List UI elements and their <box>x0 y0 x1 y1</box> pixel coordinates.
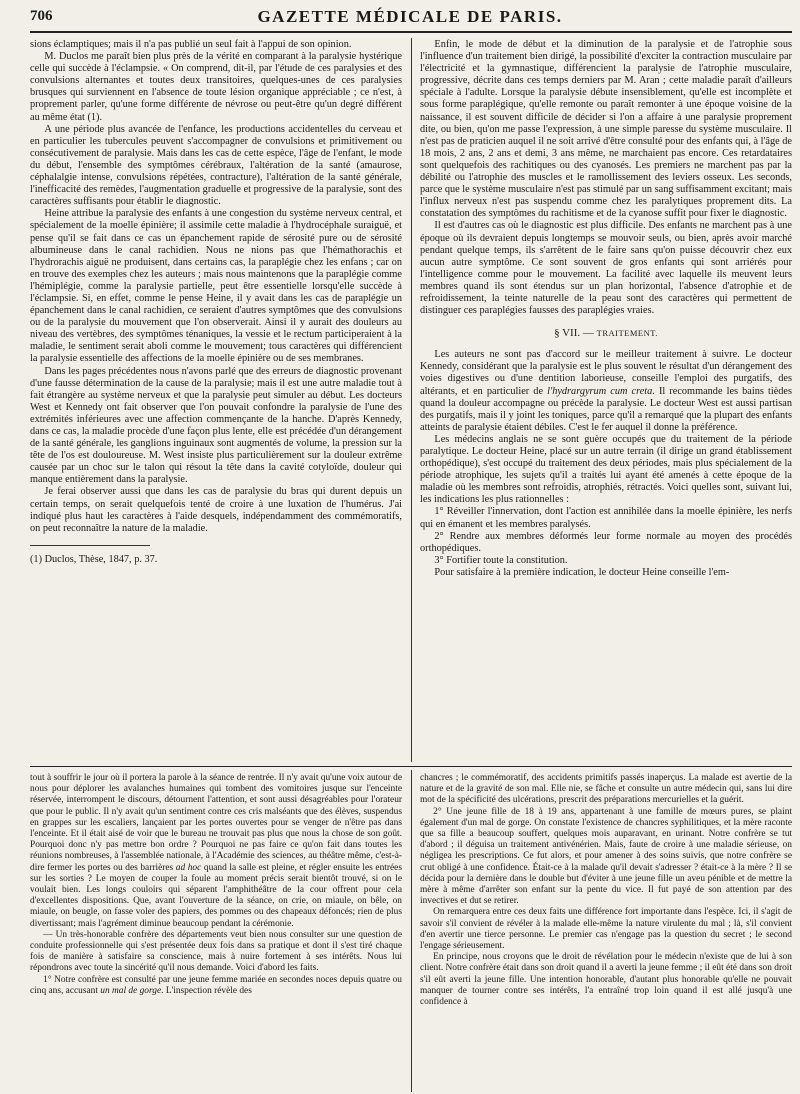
text-run: tout à souffrir le jour où il portera la parole à la séance de rentrée. Il n'y avait qu'une voix autour de nous pour déplorer les avalanches humaines qui tombent des vomitoires jusque sur l'enceinte réservée, interrompent le discours, détournent l'attention, et sont aussi désagréables pour l'orateur que pour le public. Il n'y avait qu'un sentiment contre ces cris malséants que des élèves, suspendus en grappes sur les escaliers, lançaient par les portes ouvertes pour se venger de n'être pas dans l'enceinte. Et il était aisé de voir que le bureau ne trouvait pas plus que nous la chose de son goût. Pourquoi donc n'y pas mettre bon ordre ? Pourquoi ne pas faire ce qu'on fait dans toutes les réunions nombreuses, à l'assemblée nationale, à l'Académie des sciences, au théâtre même, c'est-à-dire fermer les portes ou des barrières <box>30 773 402 873</box>
column-divider-top <box>411 38 412 762</box>
paragraph: A une période plus avancée de l'enfance, les productions accidentelles du cerveau et en particulier les tubercules peuvent s'accompagner de convulsions et primitivement ou consécutivement de paralysie. Mais dans les cas de cette espèce, l'âge de l'enfant, le mode du début, l'ensemble des symptômes cérébraux, l'altération de la santé (amaurose, céphalalgie intense, convulsions répétées, contracture), l'altération de la santé générale, l'inefficacité des remèdes, l'augmentation graduelle et progressive de la paralysie, sont des caractères suffisants pour établir le diagnostic. <box>30 123 402 208</box>
italic-text: l'hydrargyrum cum creta <box>547 385 653 397</box>
italic-text: ad hoc <box>175 862 202 873</box>
paragraph: Il est d'autres cas où le diagnostic est plus difficile. Des enfants ne marchent pas à une époque où ils devraient depuis longtemps se mouvoir seuls, ou bien, après avoir marché pendant quelque temps, ils s'arrêtent de le faire sans qu'on puisse découvrir chez eux aucun autre symptôme. Ce sont souvent de gros enfants qui sont arriérés pour l'intelligence comme pour le mouvement. La facilité avec laquelle ils meuvent leurs membres quand ils sont étendus sur un plan horizontal, l'absence d'atrophie et de refroidissement, la teinte naturelle de la peau sont des caractères qui permettent de distinguer ces paraplégies fausses des paraplégies vraies. <box>420 220 792 317</box>
paragraph: 2° Une jeune fille de 18 à 19 ans, appartenant à une famille de mœurs pures, se plaint également d'un mal de gorge. On constate l'existence de chancres syphilitiques, et la mère raconte que sa fille a beaucoup souffert, quelques mois auparavant, en urinant. Notre confrère se tut d'abord ; il déguisa un traitement antivénérien. Mais, faute de croire à une maladie sérieuse, on négligea les prescriptions. Ce fut alors, et pour amener à des soins suivis, que notre confrère se crut obligé à une confidence. Était-ce à la malade qu'il devait s'adresser ? était-ce à la mère ? Il se décida pour la dernière dans le double but d'éviter à une jeune fille un aveu pénible et de mettre la mère à même d'arrêter son enfant sur la pente du vice. Il fut payé de son attention par des invectives et dut se retirer. <box>420 806 792 907</box>
paragraph: En principe, nous croyons que le droit de révélation pour le médecin n'existe que de lui à son client. Notre confrère était dans son droit quand il a averti la jeune femme ; il eût été dans son droit s'il eût averti la jeune fille. Une intention honorable, d'autant plus honorable qu'elle ne pouvait manquer de tourner contre ses intérêts, l'a entraîné trop loin quand il est allé jusqu'à une confidence à <box>420 952 792 1008</box>
paragraph: Je ferai observer aussi que dans les cas de paralysie du bras qui durent depuis un certain temps, on serait quelquefois tenté de croire à une luxation de l'humérus. J'ai indiqué plus haut les caractères à l'aide desquels, indépendamment des commémoratifs, on peut reconnaître la nature de la maladie. <box>30 486 402 534</box>
feuilleton-rule <box>30 766 792 767</box>
paragraph: Les médecins anglais ne se sont guère occupés que du traitement de la période paralytique. Le docteur Heine, placé sur un autre terrain (il dirige un grand établissement orthopédique), s'est occupé du traitement des deux périodes, mais plus spécialement de la période atrophique, les sujets qu'il a traités lui ayant été amenés à cette époque de la maladie où les membres sont refroidis, atrophiés, rétractés. Voici quelles sont, suivant lui, les indications les plus rationnelles : <box>420 433 792 506</box>
paragraph: chancres ; le commémoratif, des accidents primitifs passés inaperçus. La malade est avertie de la nature et de la gravité de son mal. Elle nie, se fâche et consulte un autre médecin qui, sans lui dire mot de la spécificité des ulcérations, prescrit des préparations mercurielles et la guérit. <box>420 773 792 806</box>
text-run: Les auteurs ne sont pas d'accord sur le meilleur traitement à suivre. Le docteur Kennedy, considérant que la paralysie est le plus souvent le résultat d'un dérangement des voies digestives ou d'une dentition laborieuse, conseille l'emploi des purgatifs, des altérants, et en particulier de <box>420 349 792 397</box>
paragraph: M. Duclos me paraît bien plus près de la vérité en comparant à la paralysie hystérique celle qui succède à l'éclampsie. « On comprend, dit-il, par l'étude de ces paralysies et des convulsions alternantes et toutes deux transitoires, quelques-unes de ces paralysies brusques qui surviennent en l'absence de toute lésion organique appréciable ; ce n'est, à proprement parler, qu'une forme différente de névrose ou peut-être qu'un degré différent au même état (1). <box>30 51 402 123</box>
paragraph: 2° Rendre aux membres déformés leur forme normale au moyen des procédés orthopédiques. <box>420 530 792 554</box>
paragraph: Enfin, le mode de début et la diminution de la paralysie et de l'atrophie sous l'influence d'un traitement bien dirigé, la possibilité d'exciter la contraction musculaire par l'électricité et la gymnastique, différencient la paralysie de l'atrophie musculaire, progressive, décrite dans ces temps derniers par M. Aran ; cette maladie paraît d'ailleurs spéciale à l'adulte. Lorsque la paralysie débute insensiblement, qu'elle est incomplète et sous forme paraplégique, qu'elle remonte ou paraît remonter à une époque voisine de la naissance, il est souvent difficile de décider si l'on a affaire à une paralysie proprement dite, ou bien, qu'on me passe l'expression, à une simple paresse du système musculaire. Il n'est pas de praticien auquel il ne soit arrivé d'être consulté pour des enfants qui, à l'âge de 18 mois, 2 ans, 2 ans et demi, 3 ans même, ne marchaient pas encore. Ces retardataires sont quelquefois des rachitiques ou des cyanosés. Les premiers ne marchent pas par la débilité ou l'atrophie des muscles et le ramollissement des leviers osseux. Les seconds, parce que le système musculaire n'est pas stimulé par un sang suffisamment excitant; mais l'influx nerveux n'est pas suspendu comme chez les paralytiques proprement dits. La constatation des symptômes du rachitisme et de la cyanose suffit pour fixer le diagnostic. <box>420 39 792 220</box>
text-run: quand la salle est pleine, et régler ensuite les entrées sur les sorties ? Le moyen de couper la foule au moment précis serait bientôt trouvé, si on le voulait bien. Les longs couloirs qui séparent l'amphithéâtre de la cour offrent pour cela d'excellentes dispositions. Que, avant l'ouverture de la séance, on crie, on miaule, on bêle, on miaule, on beugle, on fasse voler des papiers, des pommes ou des chapeaux défoncés; rien de plus divertissant; mais l'agrément diminue beaucoup pendant la cérémonie. <box>30 862 402 929</box>
paragraph: Dans les pages précédentes nous n'avons parlé que des erreurs de diagnostic provenant d'une fausse détermination de la cause de la paralysie; mais il est une autre maladie tout à fait étrangère au système nerveux et que la paralysie peut simuler au début. Les docteurs West et Kennedy ont fait observer que l'on pouvait confondre la paralysie de l'une des extrémités inférieures avec une affection commençante de la hanche. D'après Kennedy, dans ce cas, la maladie procède d'une façon plus lente, elle est précédée d'un dérangement de la santé générale, les ganglions inguinaux sont augmentés de volume, la pression sur la tête de l'os est douloureuse. M. West insiste plus particulièrement sur la douleur extrême causée par un choc sur le talon qui résout la tête dans la cavité cotyloïde, douleur qui manque entièrement dans la paralysie. <box>30 365 402 486</box>
section-heading <box>420 327 792 339</box>
journal-title: GAZETTE MÉDICALE DE PARIS. <box>257 7 563 26</box>
header-rule <box>30 31 792 33</box>
paragraph: On remarquera entre ces deux faits une différence fort importante dans l'espèce. Ici, il s'agit de savoir s'il convient de révéler à la malade elle-même la nature virulente du mal ; là, s'il convient d'en avertir une tierce personne. Le premier cas n'engage pas la question du secret ; le second l'engage sérieusement. <box>420 907 792 952</box>
page-header <box>30 6 790 30</box>
footnote: (1) Duclos, Thèse, 1847, p. 37. <box>30 553 158 565</box>
bottom-left-column <box>30 773 402 1091</box>
paragraph: — Un très-honorable confrère des départements veut bien nous consulter sur une question de conduite professionnelle qui s'est présentée deux fois dans sa pratique et dont il s'est tiré chaque fois de manière à satisfaire sa conscience, mais à nuire fortement à ses intérêts. Nous lui répondrons avec toute la sincérité qu'il nous demande. Voici d'abord les faits. <box>30 929 402 974</box>
section-number: § VII. — <box>554 327 594 340</box>
top-right-column <box>420 39 792 759</box>
bottom-right-column <box>420 773 792 1091</box>
top-left-column <box>30 39 402 759</box>
paragraph <box>420 349 792 434</box>
page-number: 706 <box>30 8 53 24</box>
paragraph: 3° Fortifier toute la constitution. <box>434 554 568 566</box>
text-run: . Il recommande les bains tièdes quand la douleur accompagne ou précède la paralysie. Le docteur West est aussi partisan des purgatifs, mais il y joint les toniques, parce qu'il a remarqué que la plupart des enfants atteints de paralysie étaient débiles. C'est le fer auquel il donne la préférence. <box>420 385 792 433</box>
text-run: 1° Notre confrère est consulté par une jeune femme mariée en secondes noces depuis quatre ou cinq ans, accusant <box>30 974 402 996</box>
paragraph: sions éclamptiques; mais il n'a pas publié un seul fait à l'appui de son opinion. <box>30 39 352 50</box>
paragraph: Heine attribue la paralysie des enfants à une congestion du système nerveux central, et spécialement de la moelle épinière; il assimile cette maladie à l'hydrocéphale suraiguë, et pense qu'il se fait dans ce cas un épanchement rapide de sérosité pure ou de sérosité albumineuse dans le canal rachidien. Nous ne nions pas que l'hémathorachis et l'hydrorachis aiguë ne produisent, dans certains cas, la paraplégie chez les enfans ; car on en trouve des exemples chez les auteurs ; mais nous maintenons que la paraplégie comme l'hémiplégie, comme la paralysie partielle, peut être essentielle lorsqu'elle succède à l'éclampsie. Si, en effet, comme le pense Heine, il y avait dans les cas de paraplégie un épanchement dans le canal rachidien, ce seraient d'autres symptômes que des convulsions ou de la paralysie du mouvement que l'on observerait. Ainsi il y aurait des douleurs au niveau des vertèbres, des symptômes ténaniques, la vessie et le rectum participeraient à la maladie, le sentiment serait aboli comme le mouvement; tous caractères qui différencient la paralysie essentielle des affections de la moelle épinière ou de ses membranes. <box>30 208 402 365</box>
text-run: . L'inspection révèle des <box>161 985 252 996</box>
paragraph: Pour satisfaire à la première indication, le docteur Heine conseille l'em- <box>434 566 730 578</box>
paragraph: 1° Réveiller l'innervation, dont l'action est annihilée dans la moelle épinière, les nerfs qui en émanent et les membres paralysés. <box>420 506 792 530</box>
column-divider-bottom <box>411 770 412 1092</box>
italic-text: un mal de gorge <box>100 985 162 996</box>
footnote-rule <box>30 545 150 546</box>
paragraph <box>30 975 402 997</box>
section-title: TRAITEMENT. <box>596 328 658 339</box>
paragraph <box>30 773 402 930</box>
